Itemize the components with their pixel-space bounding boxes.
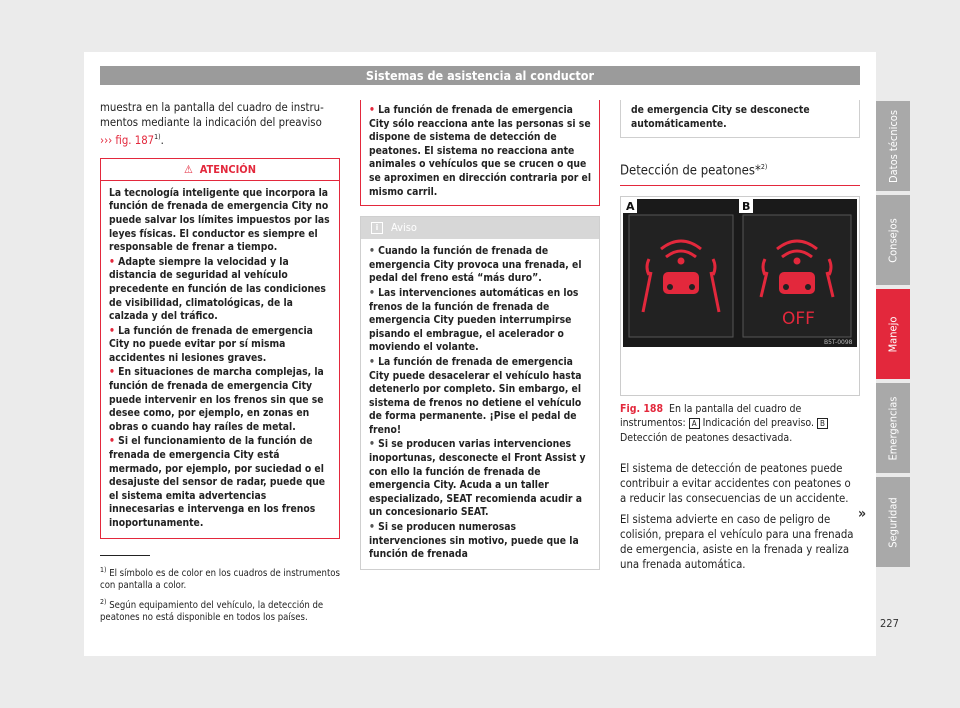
column-3 [620,100,860,572]
footnote-divider [100,555,150,556]
note-continuation: de emergencia City se desconecte automáticamente. [620,100,860,138]
figure-188 [620,196,860,396]
warning-header [101,159,339,181]
body-paragraph-2: El sistema advierte en caso de peligro de colisión, prepara el vehículo para una frenada de emergencia, asiste en la frenada y realiza una frenada automática. [620,512,854,571]
tab-seguridad[interactable]: Seguridad [876,477,910,567]
label-a: A [626,199,635,213]
section-title: Detección de peatones*$^{2)}$ [620,160,860,186]
column-1 [100,100,340,539]
page-header: Sistemas de asistencia al conductor [100,66,860,85]
bullet-icon: • [109,255,119,268]
column-2 [360,100,600,570]
caption-label-a: A [689,418,700,429]
footnote-ref[interactable]: 1) [154,133,161,141]
label-b: B [742,199,751,213]
intro-line: mentos mediante la indicación del preaviso [100,116,322,129]
tab-manejo[interactable]: Manejo [876,289,910,379]
tab-datos-tecnicos[interactable]: Datos técnicos [876,101,910,191]
bullet-icon: • [109,324,119,337]
bullet-icon: • [369,104,379,116]
side-tabs [876,101,910,571]
warning-bullet: • Si el funcionamiento de la función de frenada de emergencia City está mermado, por ejemplo, por suciedad o el desajuste del sensor de radar, puede que el sistema emita advertencias innecesarias e intervenga en los frenos inoportunamente. [109,435,326,530]
warning-icon: ⚠ [183,162,193,176]
note-box [360,216,600,570]
info-icon: i [371,222,383,234]
bullet-icon: • [109,435,119,448]
bullet-icon: • [369,245,379,258]
warning-bullet: • Adapte siempre la velocidad y la distancia de seguridad al vehículo precedente en función de las condiciones de visibilidad, climatológicas, de la calzada y del tráfico. [109,255,326,323]
note-title: Aviso [391,221,417,235]
caption-label-b: B [817,418,828,429]
body-paragraph-1: El sistema de detección de peatones puede contribuir a evitar accidentes con peatones o a reducir las consecuencias de un accidente. [620,461,851,505]
footnote-2: $^{2)}$ Según equipamiento del vehículo, la detección de peatones no está disponible en todos los países. [100,598,324,624]
page-number: 227 [880,617,899,630]
warning-continuation: • La función de frenada de emergencia City sólo reacciona ante las personas si se dispone de sistema de detección de peatones. El sistema no reacciona ante animales o vehículos que se crucen o que se aproximen en dirección contraria por el mismo carril. [360,100,600,206]
note-body [361,239,599,569]
figure-link[interactable]: ››› fig. 187 [100,133,155,147]
warning-title: ATENCIÓN [199,162,256,176]
note-bullet: • Las intervenciones automáticas en los frenos de la función de frenada de emergencia City pueden interrumpirse pisando el embrague, el acelerador o moviendo el volante. [369,286,579,354]
warning-bullet: • En situaciones de marcha complejas, la función de frenada de emergencia City puede intervenir en los frenos sin que se desee como, por ejemplo, en zonas en obras o cuando hay raíles de metal. [109,366,324,433]
warning-box [100,158,340,539]
figure-code: B5T-0098 [824,338,853,346]
warning-bullet: • La función de frenada de emergencia City no puede evitar por sí misma accidentes ni lesiones graves. [109,324,313,364]
intro-line: muestra en la pantalla del cuadro de instru- [100,101,324,114]
tab-consejos[interactable]: Consejos [876,195,910,285]
dashboard-illustration [621,197,859,395]
figure-caption: Fig. 188 En la pantalla del cuadro de instrumentos: A Indicación del preaviso. B Detección de peatones desactivada. [620,402,860,445]
note-bullet: • Cuando la función de frenada de emergencia City provoca una frenada, el pedal del freno está “más duro”. [369,245,582,285]
note-bullet: • La función de frenada de emergencia City puede desacelerar el vehículo hasta detenerlo por completo. Sin embargo, el sistema de frenos no detiene el vehículo de forma permanente. ¡Pise el pedal de freno! [369,355,582,436]
note-bullet: • Si se producen numerosas intervenciones sin motivo, puede que la función de frenada [369,521,579,561]
warning-paragraph: La tecnología inteligente que incorpora la función de frenada de emergencia City no puede salvar los límites impuestos por las leyes físicas. El conductor es siempre el responsable de frenar a tiempo. [109,186,330,254]
caption-ref: Fig. 188 [620,402,664,415]
bullet-icon: • [369,438,379,451]
footnote-ref[interactable]: 2) [760,163,768,172]
bullet-icon: • [109,366,119,379]
intro-end: . [160,133,164,147]
note-header [361,217,599,239]
footnotes [100,564,345,628]
bullet-icon: • [369,286,379,299]
warning-body [101,181,339,538]
off-label: OFF [782,308,815,329]
bullet-icon: • [369,355,379,368]
footnote-1: $^{1)}$ El símbolo es de color en los cuadros de instrumentos con pantalla a color. [100,566,340,592]
bullet-icon: • [369,521,379,534]
tab-emergencias[interactable]: Emergencias [876,383,910,473]
intro-paragraph [100,100,340,148]
note-bullet: • Si se producen varias intervenciones inoportunas, desconecte el Front Assist y con ello la función de frenada de emergencia City. Acuda a un taller especializado, SEAT recomienda acudir a un concesionario SEAT. [369,438,586,519]
next-page-icon[interactable]: » [858,506,867,522]
